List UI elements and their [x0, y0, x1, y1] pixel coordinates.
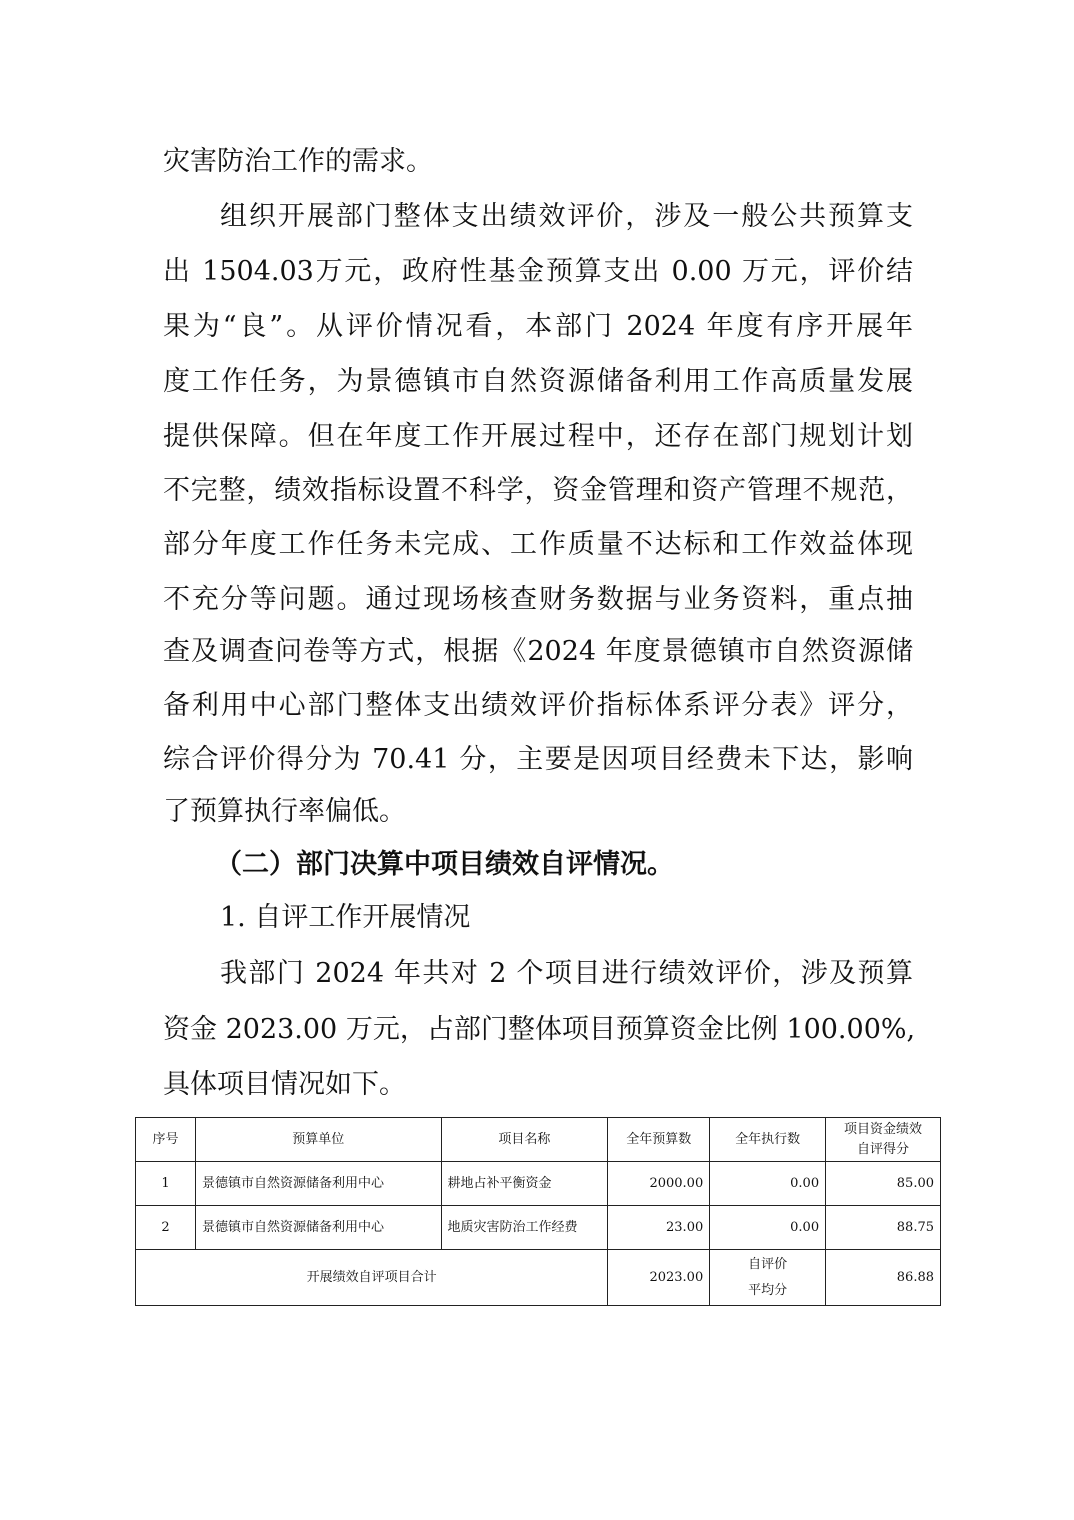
cell: 1 [136, 1162, 196, 1206]
cell: 0.00 [710, 1206, 826, 1250]
total-label: 开展绩效自评项目合计 [136, 1250, 608, 1306]
table-row [136, 1162, 941, 1206]
avg-label-1: 自评价 [748, 1256, 788, 1272]
paragraph-line: 出 1504.03万元，政府性基金预算支出 0.00 万元，评价结 [163, 256, 913, 287]
cell: 85.00 [826, 1162, 941, 1206]
paragraph-line: 果为“良”。从评价情况看，本部门 2024 年度有序开展年 [163, 311, 913, 342]
cell: 景德镇市自然资源储备利用中心 [195, 1206, 441, 1250]
total-budget: 2023.00 [608, 1250, 710, 1306]
paragraph-line: 度工作任务，为景德镇市自然资源储备利用工作高质量发展 [163, 366, 913, 397]
avg-label [710, 1250, 826, 1306]
table-total-row [136, 1250, 941, 1306]
avg-label-2: 平均分 [748, 1282, 788, 1298]
paragraph-line: 查及调查问卷等方式，根据《2024 年度景德镇市自然资源储 [163, 636, 913, 667]
header-cell: 项目名称 [441, 1118, 608, 1162]
header-cell: 全年执行数 [710, 1118, 826, 1162]
avg-score: 86.88 [826, 1250, 941, 1306]
paragraph-line: 组织开展部门整体支出绩效评价，涉及一般公共预算支 [220, 201, 913, 232]
cell: 2000.00 [608, 1162, 710, 1206]
cell: 23.00 [608, 1206, 710, 1250]
paragraph-line: 具体项目情况如下。 [163, 1069, 406, 1100]
paragraph-line: 了预算执行率偏低。 [163, 796, 406, 827]
header-cell: 预算单位 [195, 1118, 441, 1162]
header-cell: 项目资金绩效 自评得分 [826, 1118, 941, 1162]
cell: 景德镇市自然资源储备利用中心 [195, 1162, 441, 1206]
cell: 0.00 [710, 1162, 826, 1206]
table-header-row [136, 1118, 941, 1162]
header-cell: 全年预算数 [608, 1118, 710, 1162]
paragraph-line: 提供保障。但在年度工作开展过程中，还存在部门规划计划 [163, 421, 913, 452]
table-row [136, 1206, 941, 1250]
cell: 耕地占补平衡资金 [441, 1162, 608, 1206]
cell: 地质灾害防治工作经费 [441, 1206, 608, 1250]
cell: 88.75 [826, 1206, 941, 1250]
paragraph-line: 资金 2023.00 万元，占部门整体项目预算资金比例 100.00%, [163, 1014, 916, 1045]
paragraph-line: 不完整，绩效指标设置不科学，资金管理和资产管理不规范， [163, 475, 913, 506]
paragraph-line: 部分年度工作任务未完成、工作质量不达标和工作效益体现 [163, 529, 913, 560]
paragraph-line: 不充分等问题。通过现场核查财务数据与业务资料，重点抽 [163, 584, 913, 615]
header-cell: 序号 [136, 1118, 196, 1162]
sub-heading: 1. 自评工作开展情况 [220, 902, 471, 933]
project-evaluation-table [135, 1117, 941, 1306]
paragraph-line: 备利用中心部门整体支出绩效评价指标体系评分表》评分， [163, 690, 913, 721]
paragraph-line: 综合评价得分为 70.41 分，主要是因项目经费未下达，影响 [163, 744, 913, 775]
cell: 2 [136, 1206, 196, 1250]
paragraph-line: 我部门 2024 年共对 2 个项目进行绩效评价，涉及预算 [220, 958, 913, 989]
section-heading: （二）部门决算中项目绩效自评情况。 [215, 849, 674, 880]
paragraph-line: 灾害防治工作的需求。 [163, 146, 433, 177]
